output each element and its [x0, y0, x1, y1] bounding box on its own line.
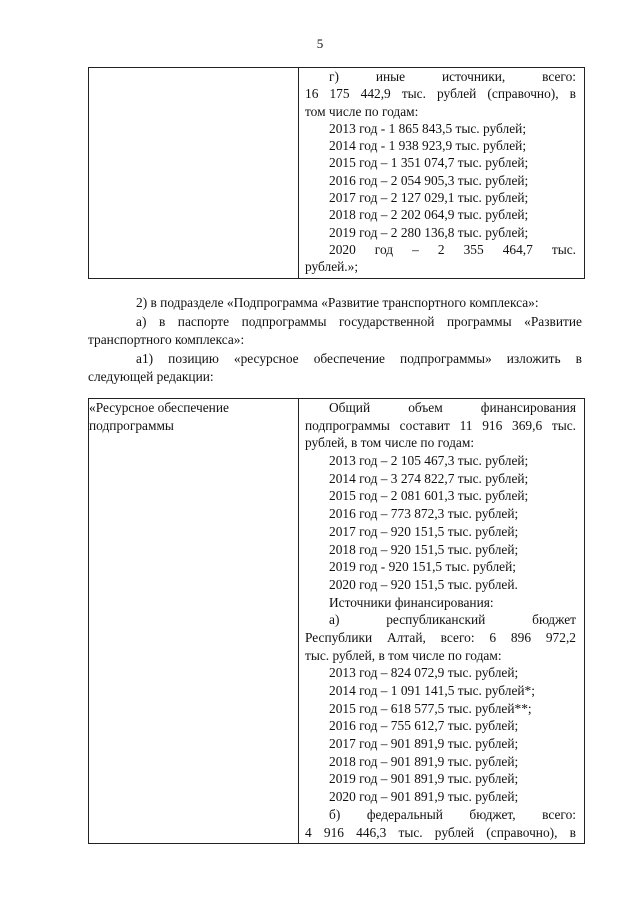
text-line: 2017 год – 901 891,9 тыс. рублей;: [329, 736, 519, 752]
text-line: 2019 год – 2 280 136,8 тыс. рублей;: [329, 224, 529, 240]
text-line: г) иные источники, всего:: [329, 69, 576, 84]
text-line: 2020 год – 2 355 464,7 тыс.: [329, 241, 576, 257]
text-line: 2014 год – 1 091 141,5 тыс. рублей*;: [329, 683, 535, 698]
text-line: 2) в подразделе «Подпрограмма «Развитие транспортного комплекса»:: [136, 295, 539, 310]
funding-table-continued: [88, 67, 585, 279]
text-line: 2017 год – 920 151,5 тыс. рублей;: [329, 523, 519, 539]
text-line: рублей.»;: [305, 259, 359, 275]
text-line: 2020 год – 920 151,5 тыс. рублей.: [329, 576, 518, 592]
table-left-cell: [89, 68, 299, 279]
text-line: Республики Алтай, всего: 6 896 972,2: [305, 629, 576, 645]
text-line: 2016 год – 755 612,7 тыс. рублей;: [329, 718, 519, 734]
text-line: 2018 год – 2 202 064,9 тыс. рублей;: [329, 207, 529, 223]
text-line: а) в паспорте подпрограммы государственной программы «Развитие: [136, 313, 582, 329]
text-line: рублей, в том числе по годам:: [305, 435, 475, 451]
text-line: 2018 год – 920 151,5 тыс. рублей;: [329, 541, 519, 557]
text-line: 2015 год – 618 577,5 тыс. рублей**;: [329, 700, 532, 716]
text-line: 2016 год – 773 872,3 тыс. рублей;: [329, 506, 519, 522]
text-line: 4 916 446,3 тыс. рублей (справочно), в: [305, 824, 576, 840]
text-line: а1) позицию «ресурсное обеспечение подпрограммы» изложить в: [136, 350, 582, 366]
text-line: б) федеральный бюджет, всего:: [329, 806, 576, 822]
table-right-cell: [299, 399, 585, 844]
table-right-cell: [299, 68, 585, 279]
text-line: 2015 год – 2 081 601,3 тыс. рублей;: [329, 488, 529, 504]
text-line: 2019 год – 901 891,9 тыс. рублей;: [329, 771, 519, 787]
page-number: 5: [316, 36, 324, 51]
text-line: 2019 год - 920 151,5 тыс. рублей;: [329, 559, 516, 575]
text-line: 2020 год – 901 891,9 тыс. рублей;: [329, 789, 519, 805]
text-line: следующей редакции:: [88, 369, 214, 384]
text-line: 2017 год – 2 127 029,1 тыс. рублей;: [329, 190, 529, 206]
text-line: 2013 год – 2 105 467,3 тыс. рублей;: [329, 453, 529, 469]
text-line: 2018 год – 901 891,9 тыс. рублей;: [329, 753, 519, 769]
left-cell-line: «Ресурсное обеспечение: [89, 400, 229, 415]
left-cell-line: подпрограммы: [89, 417, 174, 433]
text-line: 2014 год – 3 274 822,7 тыс. рублей;: [329, 470, 529, 486]
text-line: том числе по годам:: [305, 103, 419, 119]
text-line: 2013 год – 824 072,9 тыс. рублей;: [329, 665, 519, 681]
text-line: подпрограммы составит 11 916 369,6 тыс.: [305, 417, 576, 433]
text-line: а) республиканский бюджет: [329, 612, 576, 628]
text-line: 2014 год - 1 938 923,9 тыс. рублей;: [329, 138, 527, 154]
text-line: Источники финансирования:: [329, 594, 494, 610]
table-row: [89, 68, 585, 279]
text-line: тыс. рублей, в том числе по годам:: [305, 647, 502, 663]
text-line: 16 175 442,9 тыс. рублей (справочно), в: [305, 86, 576, 102]
table-row: [89, 399, 585, 844]
table-left-cell: [89, 399, 299, 844]
text-line: 2016 год – 2 054 905,3 тыс. рублей;: [329, 172, 529, 188]
body-text: [88, 294, 582, 387]
text-line: 2015 год – 1 351 074,7 тыс. рублей;: [329, 155, 529, 171]
text-line: 2013 год - 1 865 843,5 тыс. рублей;: [329, 120, 527, 136]
text-line: Общий объем финансирования: [329, 400, 576, 415]
text-line: транспортного комплекса»:: [88, 332, 245, 347]
subprogram-resources-table: [88, 398, 585, 844]
